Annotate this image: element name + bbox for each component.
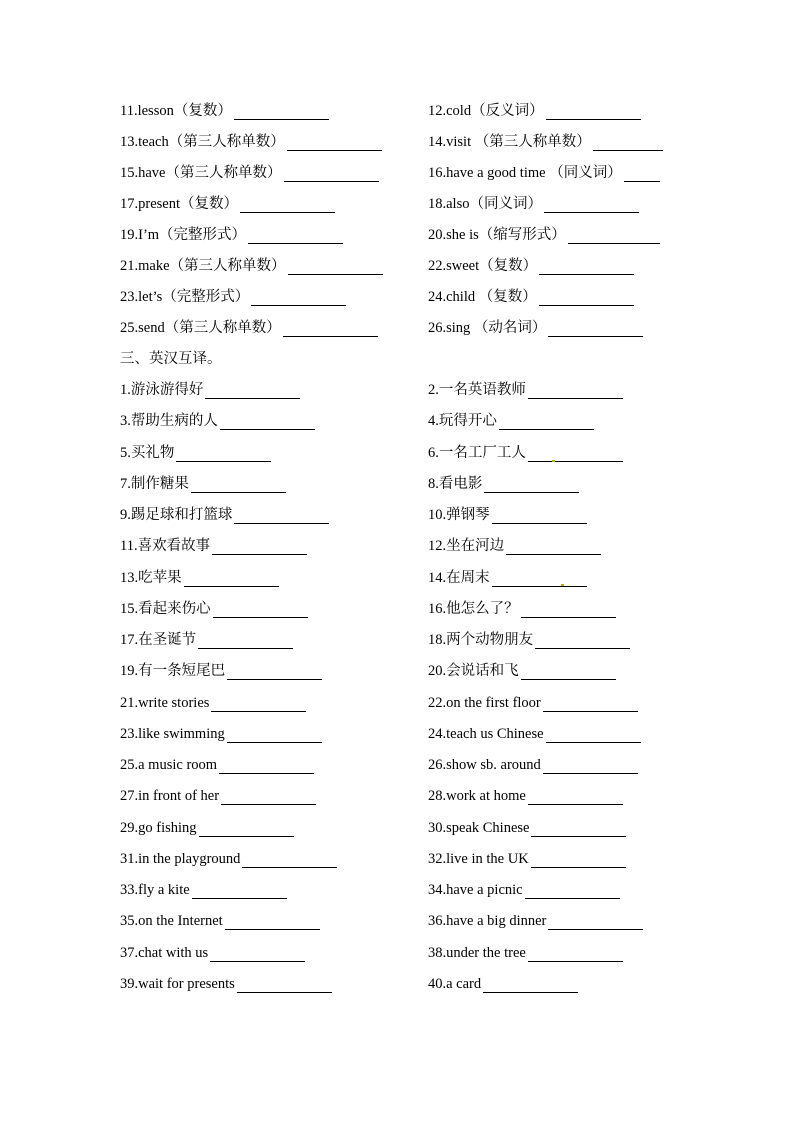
translation-item: 19.有一条短尾巴 bbox=[120, 658, 322, 686]
translation-item: 25.a music room bbox=[120, 752, 314, 780]
translation-item: 27.in front of her bbox=[120, 783, 316, 811]
translation-item: 32.live in the UK bbox=[428, 846, 626, 874]
translation-item: 3.帮助生病的人 bbox=[120, 408, 315, 436]
vocab-item: 22.sweet（复数） bbox=[428, 253, 634, 281]
translation-item: 26.show sb. around bbox=[428, 752, 638, 780]
translation-item: 9.踢足球和打篮球 bbox=[120, 502, 329, 530]
translation-item: 22.on the first floor bbox=[428, 690, 638, 718]
translation-row bbox=[0, 846, 794, 874]
translation-item: 40.a card bbox=[428, 971, 578, 999]
vocab-item: 19.I’m（完整形式） bbox=[120, 222, 343, 250]
translation-item: 35.on the Internet bbox=[120, 908, 320, 936]
vocab-item: 16.have a good time （同义词） bbox=[428, 160, 660, 188]
answer-blank[interactable] bbox=[184, 586, 279, 587]
answer-blank[interactable] bbox=[521, 617, 616, 618]
answer-blank[interactable] bbox=[546, 119, 641, 120]
answer-blank[interactable] bbox=[525, 898, 620, 899]
answer-blank[interactable] bbox=[212, 554, 307, 555]
vocab-row bbox=[0, 160, 794, 188]
translation-item: 31.in the playground bbox=[120, 846, 337, 874]
translation-item: 23.like swimming bbox=[120, 721, 322, 749]
vocab-row bbox=[0, 253, 794, 281]
vocab-item: 17.present（复数） bbox=[120, 191, 335, 219]
translation-item: 16.他怎么了？ bbox=[428, 596, 616, 624]
stray-mark bbox=[552, 460, 555, 462]
answer-blank[interactable] bbox=[535, 648, 630, 649]
answer-blank[interactable] bbox=[198, 648, 293, 649]
answer-blank[interactable] bbox=[539, 305, 634, 306]
answer-blank[interactable] bbox=[543, 773, 638, 774]
translation-item: 7.制作糖果 bbox=[120, 471, 286, 499]
answer-blank[interactable] bbox=[499, 429, 594, 430]
answer-blank[interactable] bbox=[548, 929, 643, 930]
vocab-item: 26.sing （动名词） bbox=[428, 315, 643, 343]
vocab-item: 11.lesson（复数） bbox=[120, 98, 329, 126]
answer-blank[interactable] bbox=[284, 181, 379, 182]
translation-row bbox=[0, 471, 794, 499]
translation-item: 14.在周末 bbox=[428, 565, 587, 593]
answer-blank[interactable] bbox=[251, 305, 346, 306]
answer-blank[interactable] bbox=[248, 243, 343, 244]
vocab-item: 18.also（同义词） bbox=[428, 191, 639, 219]
translation-item: 28.work at home bbox=[428, 783, 623, 811]
translation-item: 21.write stories bbox=[120, 690, 306, 718]
translation-row bbox=[0, 440, 794, 468]
answer-blank[interactable] bbox=[544, 212, 639, 213]
translation-item: 11.喜欢看故事 bbox=[120, 533, 307, 561]
answer-blank[interactable] bbox=[484, 492, 579, 493]
translation-item: 24.teach us Chinese bbox=[428, 721, 641, 749]
answer-blank[interactable] bbox=[242, 867, 337, 868]
answer-blank[interactable] bbox=[531, 867, 626, 868]
answer-blank[interactable] bbox=[240, 212, 335, 213]
answer-blank[interactable] bbox=[213, 617, 308, 618]
translation-item: 20.会说话和飞 bbox=[428, 658, 616, 686]
vocab-item: 14.visit （第三人称单数） bbox=[428, 129, 663, 157]
answer-blank[interactable] bbox=[234, 523, 329, 524]
vocab-item: 15.have（第三人称单数） bbox=[120, 160, 379, 188]
translation-item: 30.speak Chinese bbox=[428, 815, 626, 843]
translation-row bbox=[0, 658, 794, 686]
vocab-item: 23.let’s（完整形式） bbox=[120, 284, 346, 312]
translation-item: 2.一名英语教师 bbox=[428, 377, 623, 405]
translation-item: 34.have a picnic bbox=[428, 877, 620, 905]
vocab-item: 24.child （复数） bbox=[428, 284, 634, 312]
answer-blank[interactable] bbox=[192, 898, 287, 899]
translation-row bbox=[0, 533, 794, 561]
answer-blank[interactable] bbox=[176, 461, 271, 462]
vocab-row bbox=[0, 191, 794, 219]
vocab-item: 21.make（第三人称单数） bbox=[120, 253, 383, 281]
answer-blank[interactable] bbox=[483, 992, 578, 993]
answer-blank[interactable] bbox=[528, 398, 623, 399]
answer-blank[interactable] bbox=[492, 523, 587, 524]
translation-row bbox=[0, 752, 794, 780]
answer-blank[interactable] bbox=[543, 711, 638, 712]
answer-blank[interactable] bbox=[506, 554, 601, 555]
translation-item: 8.看电影 bbox=[428, 471, 579, 499]
answer-blank[interactable] bbox=[287, 150, 382, 151]
translation-item: 5.买礼物 bbox=[120, 440, 271, 468]
vocab-item: 20.she is（缩写形式） bbox=[428, 222, 660, 250]
answer-blank[interactable] bbox=[205, 398, 300, 399]
translation-item: 37.chat with us bbox=[120, 940, 305, 968]
answer-blank[interactable] bbox=[521, 679, 616, 680]
translation-item: 38.under the tree bbox=[428, 940, 623, 968]
answer-blank[interactable] bbox=[283, 336, 378, 337]
translation-row bbox=[0, 408, 794, 436]
vocab-row bbox=[0, 98, 794, 126]
answer-blank[interactable] bbox=[539, 274, 634, 275]
vocab-row bbox=[0, 315, 794, 343]
answer-blank[interactable] bbox=[528, 461, 623, 462]
translation-item: 33.fly a kite bbox=[120, 877, 287, 905]
answer-blank[interactable] bbox=[531, 836, 626, 837]
vocab-row bbox=[0, 222, 794, 250]
vocab-item: 12.cold（反义词） bbox=[428, 98, 641, 126]
answer-blank[interactable] bbox=[219, 773, 314, 774]
translation-row bbox=[0, 783, 794, 811]
translation-item: 18.两个动物朋友 bbox=[428, 627, 630, 655]
translation-row bbox=[0, 627, 794, 655]
translation-item: 17.在圣诞节 bbox=[120, 627, 293, 655]
translation-row bbox=[0, 502, 794, 530]
answer-blank[interactable] bbox=[528, 961, 623, 962]
answer-blank[interactable] bbox=[191, 492, 286, 493]
translation-item: 29.go fishing bbox=[120, 815, 294, 843]
answer-blank[interactable] bbox=[220, 429, 315, 430]
section-heading: 三、英汉互译。 bbox=[120, 351, 222, 367]
vocab-row bbox=[0, 284, 794, 312]
translation-row bbox=[0, 690, 794, 718]
answer-blank[interactable] bbox=[237, 992, 332, 993]
answer-blank[interactable] bbox=[221, 804, 316, 805]
answer-blank[interactable] bbox=[199, 836, 294, 837]
translation-item: 6.一名工厂工人 bbox=[428, 440, 623, 468]
answer-blank[interactable] bbox=[546, 742, 641, 743]
answer-blank[interactable] bbox=[211, 711, 306, 712]
translation-item: 12.坐在河边 bbox=[428, 533, 601, 561]
translation-item: 36.have a big dinner bbox=[428, 908, 643, 936]
translation-item: 10.弹钢琴 bbox=[428, 502, 587, 530]
answer-blank[interactable] bbox=[227, 679, 322, 680]
answer-blank[interactable] bbox=[528, 804, 623, 805]
answer-blank[interactable] bbox=[225, 929, 320, 930]
translation-row bbox=[0, 908, 794, 936]
translation-row bbox=[0, 877, 794, 905]
translation-row bbox=[0, 940, 794, 968]
vocab-item: 25.send（第三人称单数） bbox=[120, 315, 378, 343]
vocab-row bbox=[0, 129, 794, 157]
translation-item: 39.wait for presents bbox=[120, 971, 332, 999]
translation-item: 1.游泳游得好 bbox=[120, 377, 300, 405]
translation-row bbox=[0, 565, 794, 593]
answer-blank[interactable] bbox=[234, 119, 329, 120]
translation-row bbox=[0, 971, 794, 999]
translation-row bbox=[0, 596, 794, 624]
answer-blank[interactable] bbox=[593, 150, 663, 151]
stray-mark bbox=[561, 584, 564, 586]
answer-blank[interactable] bbox=[288, 274, 383, 275]
translation-item: 13.吃苹果 bbox=[120, 565, 279, 593]
vocab-item: 13.teach（第三人称单数） bbox=[120, 129, 382, 157]
translation-row bbox=[0, 721, 794, 749]
answer-blank[interactable] bbox=[227, 742, 322, 743]
answer-blank[interactable] bbox=[492, 586, 587, 587]
translation-item: 15.看起来伤心 bbox=[120, 596, 308, 624]
translation-row bbox=[0, 377, 794, 405]
translation-item: 4.玩得开心 bbox=[428, 408, 594, 436]
answer-blank[interactable] bbox=[548, 336, 643, 337]
answer-blank[interactable] bbox=[210, 961, 305, 962]
translation-row bbox=[0, 815, 794, 843]
answer-blank[interactable] bbox=[624, 181, 660, 182]
answer-blank[interactable] bbox=[568, 243, 660, 244]
